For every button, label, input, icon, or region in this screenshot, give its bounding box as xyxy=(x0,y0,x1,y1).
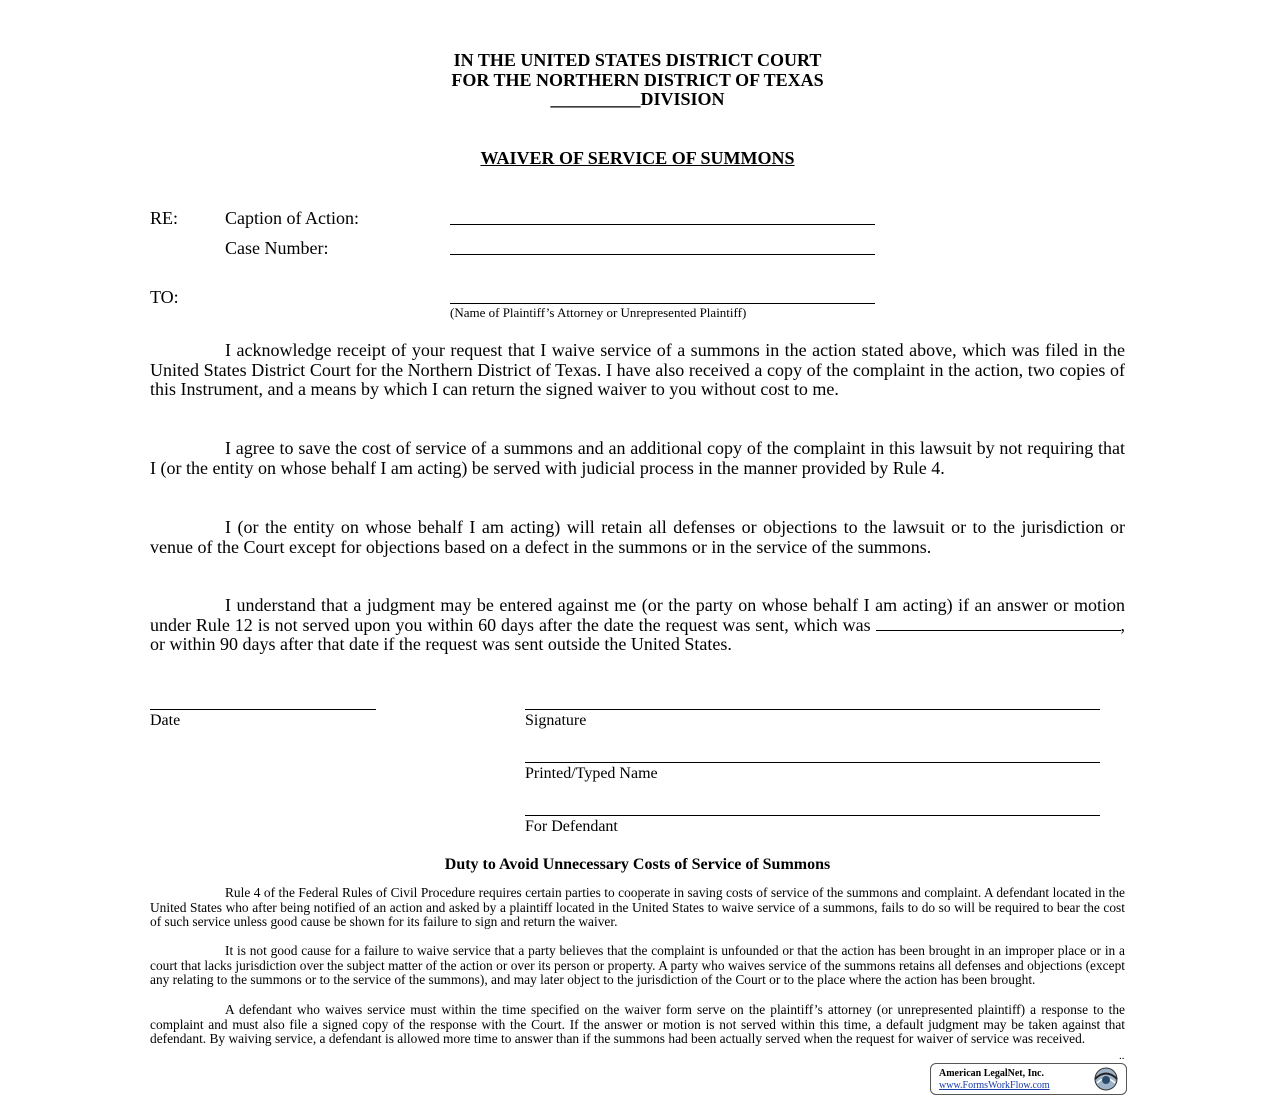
printed-name-label: Printed/Typed Name xyxy=(525,765,658,782)
re-label: RE: xyxy=(150,208,179,228)
logo-company-name: American LegalNet, Inc. xyxy=(939,1068,1044,1079)
date-label: Date xyxy=(150,712,181,729)
court-name-line-1: IN THE UNITED STATES DISTRICT COURT xyxy=(453,50,822,70)
judgment-text-after: , or within 90 days after that date if the request was sent outside the United States. xyxy=(150,614,1125,655)
request-date-field[interactable] xyxy=(876,616,1121,631)
globe-swirl-icon xyxy=(1089,1066,1123,1092)
to-label: TO: xyxy=(150,287,179,307)
trailing-dots: .. xyxy=(1119,1050,1125,1062)
caption-of-action-field[interactable] xyxy=(450,224,875,225)
division-line: __________DIVISION xyxy=(550,89,725,109)
duty-paragraph-1: Rule 4 of the Federal Rules of Civil Procedure requires certain parties to cooperate in saving costs of service of the summons and complaint. A defendant located in the United States who after being notified of an action and asked by a plaintiff located in the United States to waive service of a summons, fails to do so will be required to bear the cost of such service unless good cause be shown for its failure to sign and return the waiver. xyxy=(150,885,1125,930)
signature-label: Signature xyxy=(525,712,587,729)
logo-website-link[interactable]: www.FormsWorkFlow.com xyxy=(939,1080,1050,1091)
court-name-line-2: FOR THE NORTHERN DISTRICT OF TEXAS xyxy=(451,70,824,90)
signature-field[interactable] xyxy=(525,709,1100,710)
duty-section-title: Duty to Avoid Unnecessary Costs of Service of Summons xyxy=(444,856,831,873)
document-title: WAIVER OF SERVICE OF SUMMONS xyxy=(480,148,795,168)
defenses-paragraph: I (or the entity on whose behalf I am acting) will retain all defenses or objections to the lawsuit or to the jurisdiction or venue of the Court except for objections based on a defect in the summons or in the service of the summons. xyxy=(150,517,1125,557)
printed-name-field[interactable] xyxy=(525,762,1100,763)
caption-of-action-label: Caption of Action: xyxy=(225,208,359,228)
for-defendant-field[interactable] xyxy=(525,815,1100,816)
acknowledgement-paragraph: I acknowledge receipt of your request that I waive service of a summons in the action stated above, which was filed in the United States District Court for the Northern District of Texas. I have also received a copy of the complaint in the action, two copies of this Instrument, and a means by which I can return the signed waiver to you without cost to me. xyxy=(150,340,1125,400)
duty-paragraph-2: It is not good cause for a failure to waive service that a party believes that the complaint is unfounded or that the action has been brought in an improper place or in a court that lacks jurisdiction over the subject matter of the action or over its person or property. A party who waives service of the summons retains all defenses and objections (except any relating to the summons or to the service of the summons), and may later object to the jurisdiction of the Court or to the place where the action has been brought. xyxy=(150,943,1125,988)
american-legalnet-logo[interactable] xyxy=(930,1063,1127,1095)
case-number-label: Case Number: xyxy=(225,238,329,258)
recipient-name-field[interactable] xyxy=(450,303,875,304)
duty-paragraph-3: A defendant who waives service must within the time specified on the waiver form serve on the plaintiff’s attorney (or unrepresented plaintiff) a response to the complaint and must also file a signed copy of the response with the Court. If the answer or motion is not served within this time, a default judgment may be taken against that defendant. By waiving service, a defendant is allowed more time to answer than if the summons had been actually served when the request for waiver of service was received. xyxy=(150,1002,1125,1047)
agreement-paragraph: I agree to save the cost of service of a summons and an additional copy of the complaint in this lawsuit by not requiring that I (or the entity on whose behalf I am acting) be served with judicial process in the manner provided by Rule 4. xyxy=(150,438,1125,478)
judgment-paragraph xyxy=(150,596,1125,655)
judgment-text-before: I understand that a judgment may be entered against me (or the party on whose behalf I am acting) if an answer or motion under Rule 12 is not served upon you within 60 days after the date the request was sent, which was xyxy=(150,595,1125,635)
date-field[interactable] xyxy=(150,709,376,710)
for-defendant-label: For Defendant xyxy=(525,818,618,835)
case-number-field[interactable] xyxy=(450,254,875,255)
recipient-field-caption: (Name of Plaintiff’s Attorney or Unrepresented Plaintiff) xyxy=(450,305,747,320)
